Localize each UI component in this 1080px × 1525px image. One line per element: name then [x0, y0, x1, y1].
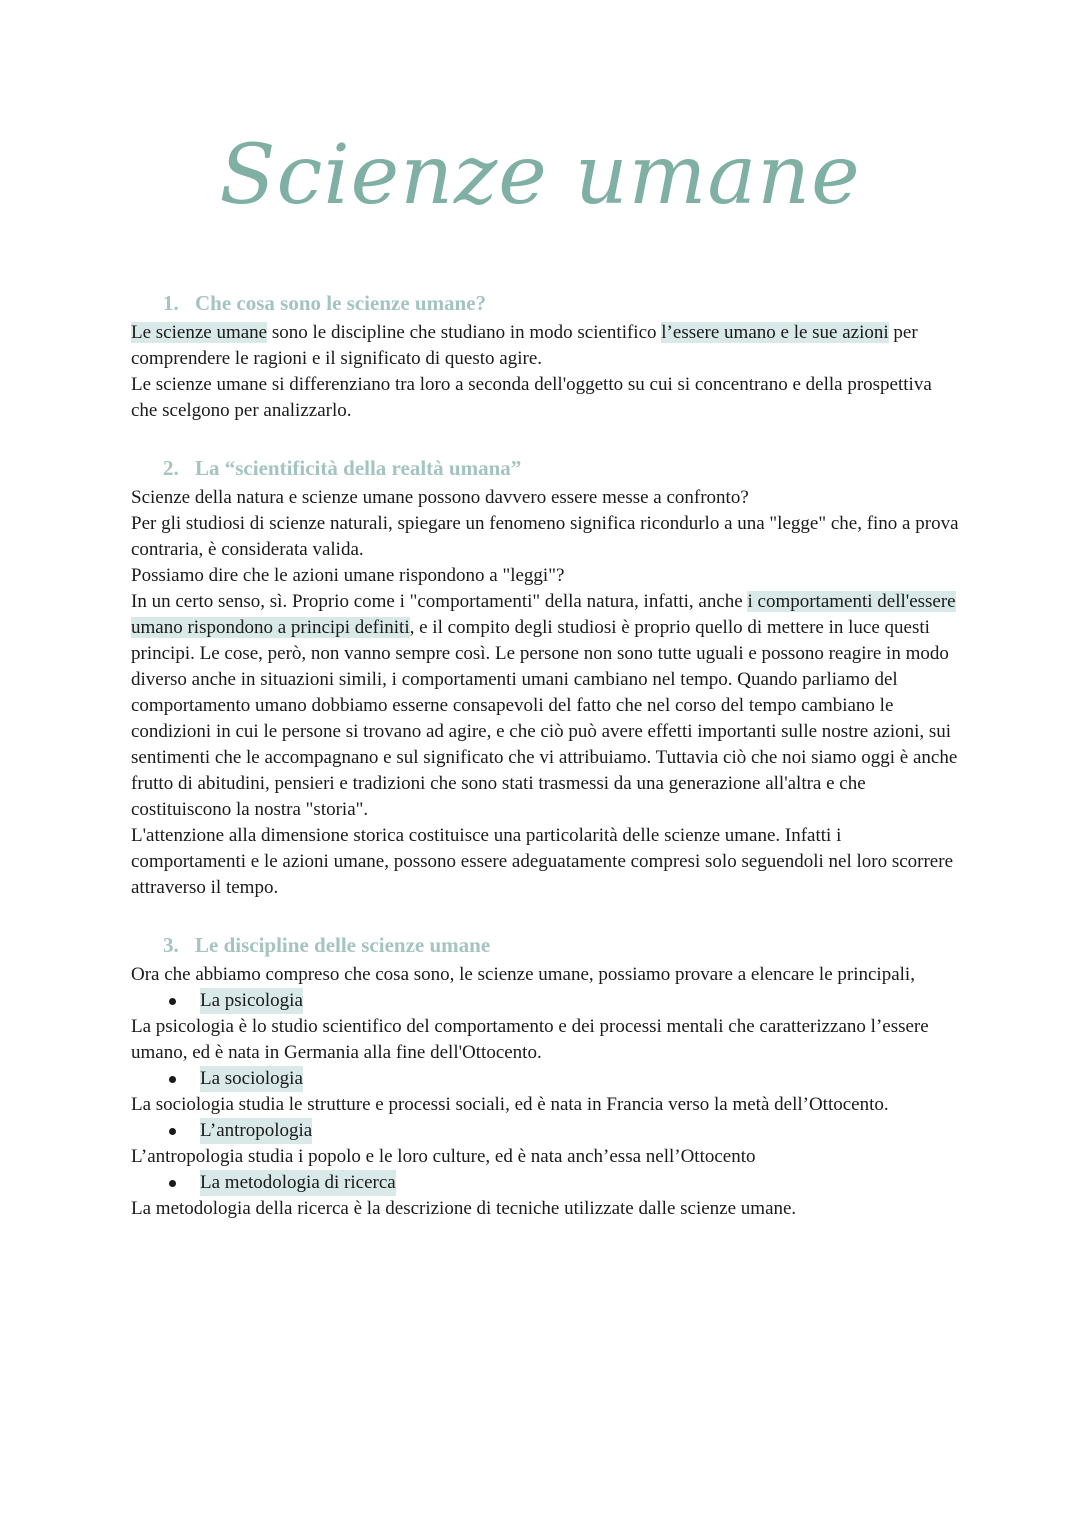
document-body — [131, 288, 961, 1251]
section-title: Le discipline delle scienze umane — [195, 933, 491, 957]
section-title: Che cosa sono le scienze umane? — [195, 291, 487, 315]
highlighted-text: Le scienze umane — [131, 322, 268, 343]
list-item — [169, 1170, 961, 1196]
list-item-label: La sociologia — [200, 1066, 303, 1092]
section-heading — [163, 288, 961, 318]
section-number: 2. — [163, 456, 179, 480]
paragraph: La psicologia è lo studio scientifico del comportamento e dei processi mentali che caratterizzano l’essere umano, ed è nata in Germania alla fine dell'Ottocento. — [131, 1016, 929, 1063]
bullet-icon — [169, 1076, 176, 1083]
section-1 — [131, 288, 961, 424]
section-title: La “scientificità della realtà umana” — [195, 456, 522, 480]
highlighted-text: i comportamenti dell'essere umano rispondono a principi definiti — [131, 591, 956, 638]
section-heading — [163, 930, 961, 960]
paragraph: Possiamo dire che le azioni umane rispondono a "leggi"? — [131, 565, 565, 586]
paragraph: L’antropologia studia i popolo e le loro culture, ed è nata anch’essa nell’Ottocento — [131, 1146, 756, 1167]
text-run: sono le discipline che studiano in modo scientifico — [267, 322, 662, 343]
bullet-icon — [169, 1128, 176, 1135]
list-item-label: La psicologia — [200, 988, 303, 1014]
section-heading — [163, 453, 961, 483]
bullet-icon — [169, 998, 176, 1005]
paragraph: La sociologia studia le strutture e processi sociali, ed è nata in Francia verso la metà dell’Ottocento. — [131, 1094, 889, 1115]
list-item — [169, 988, 961, 1014]
section-number: 3. — [163, 933, 179, 957]
document-title: Scienze umane — [219, 128, 861, 223]
paragraph: Le scienze umane si differenziano tra loro a seconda dell'oggetto su cui si concentrano e della prospettiva che scelgono per analizzarlo. — [131, 374, 932, 421]
paragraph: L'attenzione alla dimensione storica costituisce una particolarità delle scienze umane. Infatti i comportamenti e le azioni umane, possono essere adeguatamente compresi solo seguendoli nel loro scorrere attraverso il tempo. — [131, 825, 954, 898]
paragraph: Ora che abbiamo compreso che cosa sono, le scienze umane, possiamo provare a elencare le principali, — [131, 964, 915, 985]
text-run: , e il compito degli studiosi è proprio quello di mettere in luce questi principi. Le cose, però, non vanno sempre così. Le persone non sono tutte uguali e possono reagire in modo diverso anche in situazioni simili, i comportamenti umani cambiano nel tempo. Quando parliamo del comportamento umano dobbiamo esserne consapevoli del fatto che nel corso del tempo cambiano le condizioni in cui le persone si trovano ad agire, e che ciò può avere effetti importanti sulle nostre azioni, sui sentimenti che le accompagnano e sul significato che vi attribuiamo. Tuttavia ciò che noi siamo oggi è anche frutto di abitudini, pensieri e tradizioni che sono stati trasmessi da una generazione all'altra e che costituiscono la nostra "storia". — [131, 617, 958, 820]
paragraph — [131, 320, 961, 372]
list-item — [169, 1118, 961, 1144]
text-run: per comprendere le ragioni e il significato di questo agire. — [131, 322, 918, 369]
text-run: In un certo senso, sì. Proprio come i "comportamenti" della natura, infatti, anche — [131, 591, 748, 612]
paragraph: La metodologia della ricerca è la descrizione di tecniche utilizzate dalle scienze umane. — [131, 1198, 797, 1219]
section-number: 1. — [163, 291, 179, 315]
paragraph — [131, 589, 961, 823]
list-item — [169, 1066, 961, 1092]
section-2 — [131, 453, 961, 901]
section-3 — [131, 930, 961, 1222]
bullet-icon — [169, 1180, 176, 1187]
paragraph: Per gli studiosi di scienze naturali, spiegare un fenomeno significa ricondurlo a una "legge" che, fino a prova contraria, è considerata valida. — [131, 513, 959, 560]
paragraph: Scienze della natura e scienze umane possono davvero essere messe a confronto? — [131, 487, 749, 508]
list-item-label: La metodologia di ricerca — [200, 1170, 396, 1196]
highlighted-text: l’essere umano e le sue azioni — [661, 322, 889, 343]
list-item-label: L’antropologia — [200, 1118, 312, 1144]
